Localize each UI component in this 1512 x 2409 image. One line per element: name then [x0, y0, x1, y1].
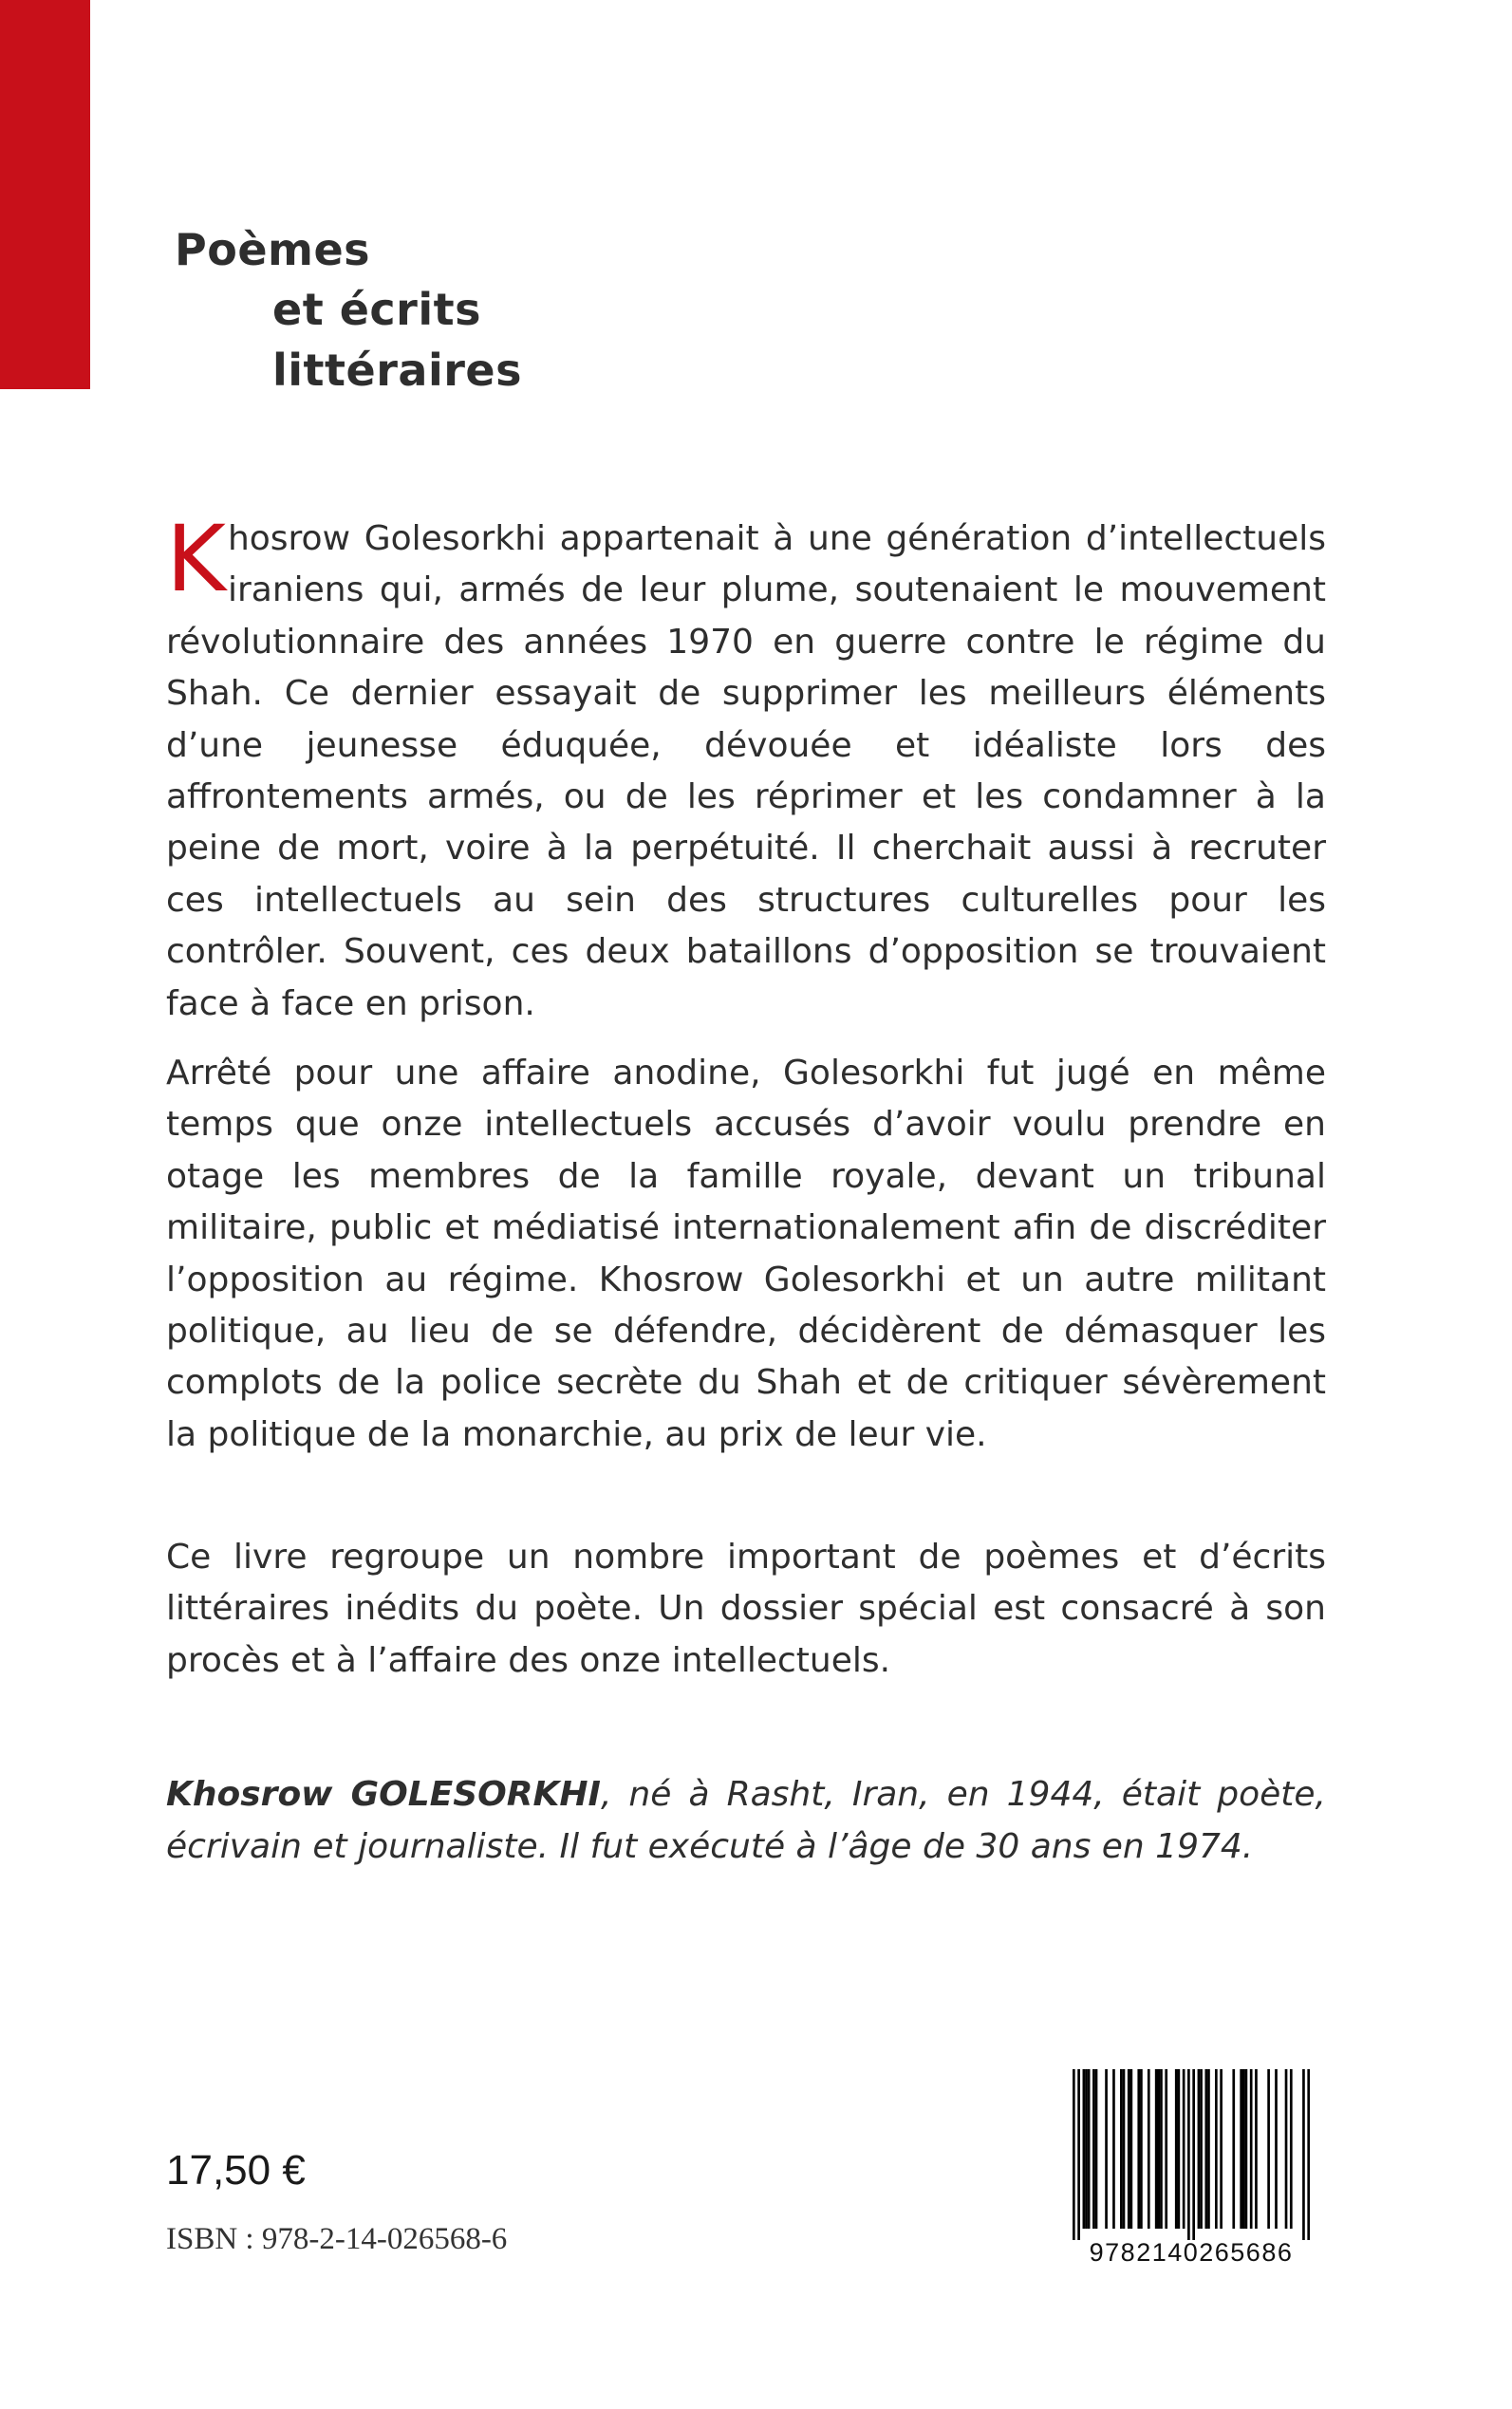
barcode-bar [1242, 2069, 1245, 2229]
title-line-2: et écrits [272, 284, 481, 335]
barcode-number: 9782140265686 [1089, 2238, 1294, 2267]
price: 17,50 € [166, 2147, 306, 2194]
author-bio [166, 1768, 1326, 1873]
barcode-bar [1285, 2069, 1288, 2229]
barcode-bar [1175, 2069, 1178, 2229]
blurb-paragraph-2: Arrêté pour une affaire anodine, Golesorkhi fut jugé en même temps que onze intellectuels accusés d’avoir voulu prendre en otage les membres de la famille royale, devant un tribunal militaire, public et médiatisé internationalement afin de discréditer l’opposition au régime. Khosrow Golesorkhi et un autre militant politique, au lieu de se défendre, décidèrent de démasquer les complots de la police secrète du Shah et de critiquer sévèrement la politique de la monarchie, au prix de leur vie. [166, 1054, 1326, 1454]
barcode [1068, 2069, 1315, 2278]
barcode-bar [1073, 2069, 1075, 2240]
barcode-bar [1085, 2069, 1088, 2229]
barcode-bar [1120, 2069, 1123, 2229]
barcode-bar [1240, 2069, 1242, 2229]
red-accent-bar [0, 0, 90, 389]
barcode-bar [1178, 2069, 1181, 2229]
author-bio-text: , né à Rasht, Iran, en 1944, était poète, écrivain et journaliste. Il fut exécuté à l’âge de 30 ans en 1974. [166, 1775, 1326, 1866]
drop-cap: K [166, 506, 226, 612]
barcode-bar [1275, 2069, 1278, 2229]
barcode-bars [1073, 2069, 1310, 2240]
title-line-1: Poèmes [175, 224, 371, 275]
barcode-bar [1302, 2069, 1305, 2240]
barcode-bar [1198, 2069, 1201, 2229]
barcode-bar [1290, 2069, 1293, 2229]
barcode-bar [1187, 2069, 1190, 2240]
barcode-bar [1095, 2069, 1098, 2229]
barcode-bar [1105, 2069, 1108, 2229]
barcode-bar [1192, 2069, 1195, 2240]
barcode-bar [1220, 2069, 1223, 2229]
barcode-bar [1245, 2069, 1248, 2229]
barcode-bar [1140, 2069, 1143, 2229]
blurb-paragraph-1-text: hosrow Golesorkhi appartenait à une génération d’intellectuels iraniens qui, armés de leur plume, soutenaient le mouvement révolutionnaire des années 1970 en guerre contre le régime du Shah. Ce dernier essayait de supprimer les meilleurs éléments d’une jeunesse éduquée, dévouée et idéaliste lors des affrontements armés, ou de les réprimer et les condamner à la peine de mort, voire à la perpétuité. Il cherchait aussi à recruter ces intellectuels au sein des structures culturelles pour les contrôler. Souvent, ces deux bataillons d’opposition se trouvaient face à face en prison. [166, 519, 1326, 1023]
barcode-bar [1250, 2069, 1253, 2229]
blurb-paragraph-1 [166, 506, 1326, 1030]
barcode-bar [1200, 2069, 1203, 2229]
barcode-bar [1123, 2069, 1126, 2229]
barcode-bar [1160, 2069, 1163, 2229]
blurb-paragraph-3: Ce livre regroupe un nombre important de poèmes et d’écrits littéraires inédits du poète. Un dossier spécial est consacré à son procès et à l’affaire des onze intellectuels. [166, 1538, 1326, 1680]
barcode-bar [1112, 2069, 1115, 2229]
barcode-bar [1155, 2069, 1158, 2229]
author-name: Khosrow GOLESORKHI [166, 1775, 601, 1814]
barcode-bar [1267, 2069, 1270, 2229]
barcode-bar [1183, 2069, 1185, 2229]
barcode-bar [1204, 2069, 1207, 2229]
barcode-bar [1157, 2069, 1160, 2229]
barcode-bar [1207, 2069, 1210, 2229]
title-line-3: littéraires [272, 345, 522, 396]
barcode-bar [1148, 2069, 1150, 2229]
barcode-bar [1232, 2069, 1235, 2229]
barcode-bar [1307, 2069, 1310, 2240]
barcode-bar [1092, 2069, 1095, 2229]
barcode-bar [1128, 2069, 1130, 2229]
barcode-bar [1255, 2069, 1258, 2229]
barcode-bar [1088, 2069, 1091, 2229]
barcode-bar [1077, 2069, 1080, 2240]
barcode-bar [1165, 2069, 1167, 2229]
barcode-bar [1137, 2069, 1140, 2229]
barcode-bar [1130, 2069, 1133, 2229]
isbn: ISBN : 978-2-14-026568-6 [166, 2222, 508, 2256]
barcode-bar [1083, 2069, 1086, 2229]
barcode-bar [1215, 2069, 1218, 2229]
